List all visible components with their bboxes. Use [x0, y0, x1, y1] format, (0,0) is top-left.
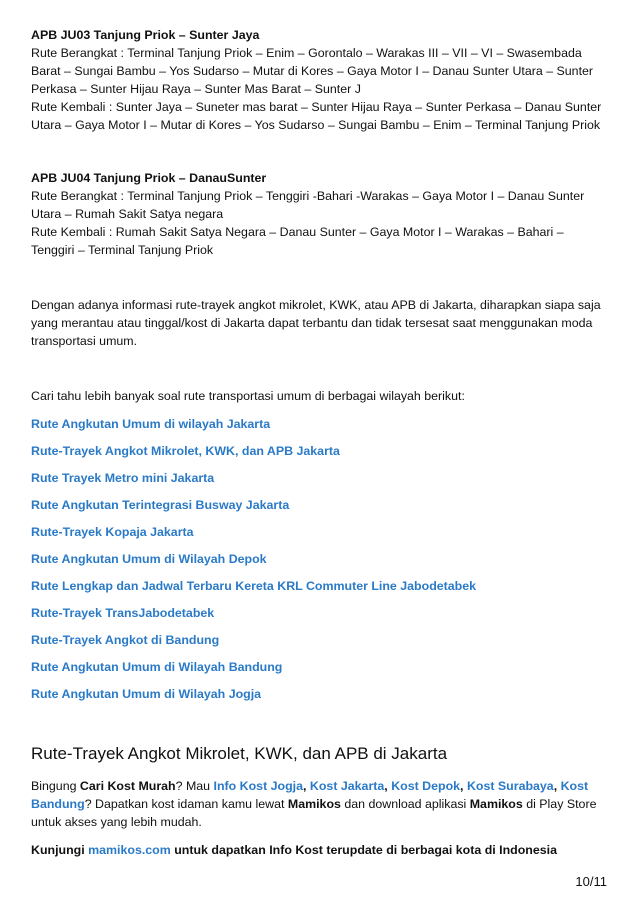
list-item [31, 415, 609, 433]
list-item [31, 523, 609, 541]
visit-mamikos-line [31, 841, 609, 859]
link-krl-commuter[interactable]: Rute Lengkap dan Jadwal Terbaru Kereta KRL Commuter Line Jabodetabek [31, 579, 477, 593]
link-kost-surabaya[interactable]: Kost Surabaya [466, 779, 554, 793]
link-bandung[interactable]: Rute Angkutan Umum di Wilayah Bandung [31, 660, 283, 674]
list-item [31, 442, 609, 460]
link-kopaja[interactable]: Rute-Trayek Kopaja Jakarta [31, 525, 194, 539]
link-kost-jakarta[interactable]: Kost Jakarta [309, 779, 385, 793]
intro-bold-text: Cari Kost Murah [79, 779, 176, 793]
route-ju03-title: APB JU03 Tanjung Priok – Sunter Jaya [31, 28, 260, 42]
intro-text: di Play Store untuk akses yang lebih mudah. [31, 797, 597, 829]
intro-text: dan download aplikasi [340, 797, 470, 811]
link-angkot-bandung[interactable]: Rute-Trayek Angkot di Bandung [31, 633, 220, 647]
list-item [31, 550, 609, 568]
footer-text: untuk dapatkan Info Kost terupdate di berbagai kota di Indonesia [170, 843, 557, 857]
link-jakarta-public-transport[interactable]: Rute Angkutan Umum di wilayah Jakarta [31, 417, 271, 431]
section-heading: Rute-Trayek Angkot Mikrolet, KWK, dan APB di Jakarta [31, 744, 448, 763]
link-metro-mini[interactable]: Rute Trayek Metro mini Jakarta [31, 471, 215, 485]
related-links-list [31, 415, 609, 703]
more-info-text: Cari tahu lebih banyak soal rute transportasi umum di berbagai wilayah berikut: [31, 389, 465, 403]
route-ju03-departure: Rute Berangkat : Terminal Tanjung Priok – Enim – Gorontalo – Warakas III – VII – VI – Swasembada Barat – Sungai Bambu – Yos Sudarso – Mutar di Kores – Gaya Motor I – Danau Sunter Utara – Sunter Perkasa – Sunter Hijau Raya – Sunter Mas Barat – Sunter J [31, 46, 594, 96]
closing-paragraph: Dengan adanya informasi rute-trayek angkot mikrolet, KWK, atau APB di Jakarta, diharapkan siapa saja yang merantau atau tinggal/kost di Jakarta dapat terbantu dan tidak tersesat saat menggunakan moda transportasi umum. [31, 298, 601, 348]
intro-bold-text: Mamikos [287, 797, 341, 811]
list-item [31, 469, 609, 487]
list-item [31, 631, 609, 649]
intro-text: ? Mau [175, 779, 214, 793]
spacer [31, 134, 609, 169]
link-info-kost-jogja[interactable]: Info Kost Jogja [213, 779, 304, 793]
spacer [31, 712, 609, 743]
spacer [31, 259, 609, 296]
link-depok[interactable]: Rute Angkutan Umum di Wilayah Depok [31, 552, 267, 566]
link-kost-bandung[interactable]: Kost Bandung [31, 779, 589, 811]
route-ju03-return: Rute Kembali : Sunter Jaya – Suneter mas barat – Sunter Hijau Raya – Sunter Perkasa – Danau Sunter Utara – Gaya Motor I – Mutar di Kores – Yos Sudarso – Sungai Bambu – Enim – Terminal Tanjung Priok [31, 100, 602, 132]
separator: , [384, 779, 392, 793]
kost-intro-paragraph [31, 777, 609, 831]
route-ju03-block [31, 26, 609, 134]
separator: , [303, 779, 310, 793]
route-ju04-return: Rute Kembali : Rumah Sakit Satya Negara – Danau Sunter – Gaya Motor I – Warakas – Bahari – Tenggiri – Terminal Tanjung Priok [31, 225, 564, 257]
intro-bold-text: Mamikos [469, 797, 523, 811]
link-jogja[interactable]: Rute Angkutan Umum di Wilayah Jogja [31, 687, 262, 701]
list-item [31, 604, 609, 622]
list-item [31, 658, 609, 676]
page-number: 10/11 [575, 874, 607, 889]
list-item [31, 577, 609, 595]
list-item [31, 496, 609, 514]
link-angkot-mikrolet-kwk-apb[interactable]: Rute-Trayek Angkot Mikrolet, KWK, dan APB Jakarta [31, 444, 340, 458]
route-ju04-title: APB JU04 Tanjung Priok – DanauSunter [31, 171, 267, 185]
footer-text: Kunjungi [31, 843, 89, 857]
document-page [31, 26, 609, 859]
link-kost-depok[interactable]: Kost Depok [391, 779, 461, 793]
spacer [31, 350, 609, 387]
separator: , [460, 779, 467, 793]
link-transjabodetabek[interactable]: Rute-Trayek TransJabodetabek [31, 606, 215, 620]
intro-text: Bingung [31, 779, 80, 793]
link-busway[interactable]: Rute Angkutan Terintegrasi Busway Jakarta [31, 498, 290, 512]
separator: , [553, 779, 561, 793]
link-mamikos[interactable]: mamikos.com [88, 843, 171, 857]
route-ju04-departure: Rute Berangkat : Terminal Tanjung Priok – Tenggiri -Bahari -Warakas – Gaya Motor I – Danau Sunter Utara – Rumah Sakit Satya negara [31, 189, 585, 221]
list-item [31, 685, 609, 703]
intro-text: ? Dapatkan kost idaman kamu lewat [84, 797, 288, 811]
route-ju04-block [31, 169, 609, 259]
